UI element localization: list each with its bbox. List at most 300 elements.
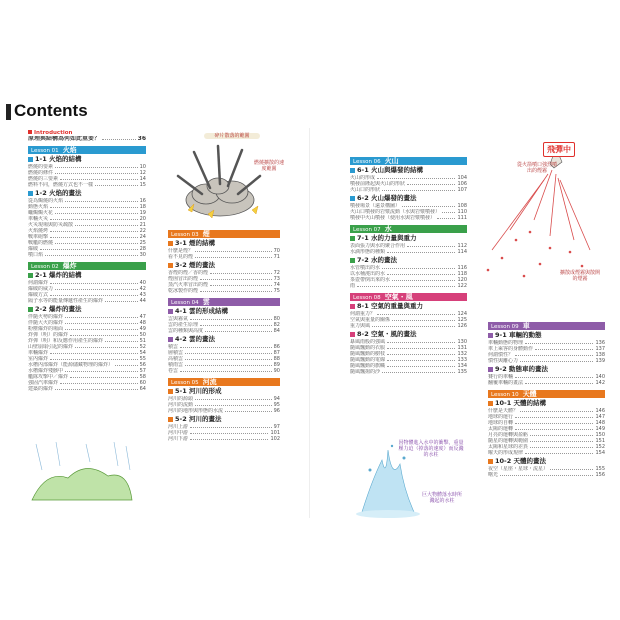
section-marker [350,258,355,263]
leader-dots [515,414,593,418]
entry-page: 139 [595,358,605,364]
entry-page: 97 [273,424,280,430]
entry-page: 154 [595,450,605,456]
entry-title: 雨 [350,283,356,289]
entry-title: 車輛火災 [28,216,49,222]
splash-impact-callout: 因物體進入水中的衝擊，重量壓力迫（掉落的速度）而反濺的水柱 [398,440,464,458]
entry-page: 106 [457,181,467,187]
toc-entry[interactable] [168,368,280,374]
leader-dots [382,265,455,269]
leader-dots [65,326,138,330]
leader-dots [515,420,593,424]
entry-page: 96 [273,408,280,414]
leader-dots [392,317,455,321]
entry-page: 131 [457,345,467,351]
leader-dots [185,362,272,366]
entry-title: 河川的地形與形態的水流 [168,408,224,414]
entry-title: 噴發場景（遠景構圖） [350,203,401,209]
section-marker [488,401,493,406]
entry-title: 燃燒的三要素 [28,176,59,182]
leader-dots [437,215,455,219]
entry-page: 82 [273,322,280,328]
entry-page: 152 [595,444,605,450]
entry-title: 噴口焰 [28,252,44,258]
entry-page: 58 [139,374,146,380]
toc-entry[interactable] [168,254,280,260]
entry-page: 136 [595,340,605,346]
entry-title: 地球的自轉 [488,420,514,426]
entry-page: 108 [457,203,467,209]
entry-page: 20 [139,216,146,222]
section-heading [28,155,146,164]
leader-dots [372,323,455,327]
entry-title: 月亮的運轉與盈虧 [488,432,529,438]
section-heading [350,330,467,339]
launch-stamp: 飛彈中 [543,142,575,157]
lesson-number: Lesson 07 [353,227,381,233]
leader-dots [195,396,272,400]
section-heading [168,239,280,248]
section-marker [168,263,173,268]
entry-title: 空氣與重量的關係 [350,317,391,323]
lesson-number: Lesson 05 [171,380,199,386]
leader-dots [200,288,272,292]
toc-entry[interactable] [350,187,467,193]
leader-dots [530,432,593,436]
section-marker [350,168,355,173]
entry-page: 148 [595,420,605,426]
entry-title: 炸彈（明）和反應作用產生的爆炸 [28,338,104,344]
entry-title: 伴隨火勢的爆炸 [28,314,64,320]
entry-page: 146 [595,408,605,414]
leader-dots [190,424,272,428]
entry-page: 14 [139,176,146,182]
entry-page: 57 [139,368,146,374]
leader-dots [387,357,455,361]
entry-page: 15 [139,182,146,188]
section-heading [28,189,146,198]
leader-dots [105,298,138,302]
lesson-header [28,262,146,270]
entry-page: 114 [457,249,467,255]
entry-title: 噴發中火山噴發（使用水與岩漿噴發） [350,215,436,221]
entry-page: 73 [273,276,280,282]
entry-page: 86 [273,344,280,350]
section-title: 9-1 車輛的動態 [495,331,542,339]
entry-title: 從為燭燒的火焰 [28,198,64,204]
section-heading [488,457,605,466]
explosion-illustration [168,140,288,222]
lesson-name: 火焰 [62,146,77,154]
entry-page: 140 [595,374,605,380]
section-title: 6-2 火山爆發的畫法 [357,194,417,202]
entry-page: 116 [457,265,467,271]
section-title: 3-2 煙的畫法 [175,261,216,269]
river-illustration [26,440,136,510]
lesson-name: 火山 [384,157,399,165]
entry-title: 高積雲 [168,356,184,362]
section-marker [168,337,173,342]
entry-title: 地球的運行 [488,414,514,420]
entry-title: 室內爆炸 [28,356,49,362]
entry-title: 戰艦的燃燒 [28,240,54,246]
toc-entry[interactable] [168,408,280,414]
lesson-number: Lesson 09 [491,324,519,330]
entry-title: 燃燒的要素 [28,164,54,170]
section-heading [488,331,605,340]
entry-title: 雲的種類與高度 [168,328,204,334]
leader-dots [50,356,138,360]
leader-dots [442,209,455,213]
toc-column-4 [488,318,605,478]
leader-dots [50,280,138,284]
lesson-number: Lesson 06 [353,159,381,165]
section-heading [488,399,605,408]
entry-page: 155 [595,466,605,472]
entry-title: 茶壺帶倒出來的水 [350,277,391,283]
entry-page: 124 [457,311,467,317]
explosion-debris-callout: 碎片散落的範圍 [204,133,260,139]
toc-entry[interactable] [168,328,280,334]
entry-page: 130 [457,339,467,345]
section-title: 1-2 火焰的畫法 [35,189,82,197]
entry-page: 22 [139,228,146,234]
toc-entry[interactable] [168,436,280,442]
leader-dots [45,252,138,256]
entry-page: 70 [273,248,280,254]
entry-title: 河川的流動 [168,402,194,408]
toc-entry[interactable] [350,283,467,289]
leader-dots [500,472,593,476]
leader-dots [377,175,455,179]
entry-title: 香煙的煙／香的煙 [168,270,209,276]
entry-page: 52 [139,344,146,350]
leader-dots [210,282,272,286]
entry-page: 40 [139,280,146,286]
section-marker [350,236,355,241]
section-marker [168,417,173,422]
leader-dots [50,204,138,208]
leader-dots [55,170,138,174]
leader-dots [75,344,138,348]
entry-title: 強固汽車爆炸 [28,380,59,386]
leader-dots [70,374,138,378]
toc-entry[interactable] [350,369,467,375]
entry-page: 72 [273,270,280,276]
toc-entry[interactable] [28,386,146,392]
launch-smoke-callout: 擴散成煙霧與散開的煙霧 [560,270,601,282]
leader-dots [180,344,272,348]
entry-title: 太陽的運轉 [488,426,514,432]
entry-title: 賽行的車輛 [488,374,514,380]
leader-dots [382,187,455,191]
entry-page: 16 [139,198,146,204]
leader-dots [357,283,455,287]
entry-page: 149 [595,426,605,432]
leader-dots [190,430,268,434]
entry-title: 積雲 [168,344,179,350]
leader-dots [115,362,138,366]
entry-title: 火災現場與防災疏散 [28,222,74,228]
section-heading [350,166,467,175]
toc-entry[interactable] [28,298,146,304]
entry-title: 隨風飄動的電線 [350,357,386,363]
entry-page: 90 [273,368,280,374]
lesson-name: 空氣・風 [384,293,413,301]
leader-dots [225,408,272,412]
leader-dots [50,234,138,238]
introduction-label: Introduction [28,130,146,136]
entry-page: 64 [139,386,146,392]
entry-page: 49 [139,326,146,332]
entry-title: 火山的形成 [350,175,376,181]
entry-page: 74 [273,282,280,288]
entry-page: 112 [457,243,467,249]
section-heading [28,271,146,280]
section-heading [350,302,467,311]
toc-entry[interactable] [168,288,280,294]
lesson-header [168,230,280,238]
leader-dots [205,328,272,332]
entry-page: 135 [457,369,467,375]
lesson-name: 爆炸 [62,262,77,270]
leader-dots [387,345,455,349]
leader-dots [185,350,272,354]
entry-title: 河川上游 [168,424,189,430]
leader-dots [407,243,455,247]
leader-dots [60,176,138,180]
entry-title: 車上乘客的身體動作 [488,346,534,352]
entry-title: 看不見的煙 [168,254,194,260]
leader-dots [95,182,138,186]
entry-title: 層積雲 [168,350,184,356]
lesson-number: Lesson 03 [171,232,199,238]
section-marker [488,333,493,338]
section-title: 9-2 動態車的畫法 [495,365,549,373]
leader-dots [550,466,593,470]
entry-page: 50 [139,332,146,338]
entry-page: 156 [595,472,605,478]
lesson-header [488,322,605,330]
entry-title: 戰車砲擊 [28,234,49,240]
entry-title: 雲的產生原理 [168,322,199,328]
entry-title: 隨風飄動的衣服 [350,345,386,351]
leader-dots [50,292,138,296]
leader-dots [195,402,272,406]
toc-entry[interactable] [488,380,605,386]
toc-entry[interactable] [488,358,605,364]
entry-title: 火山口噴發的岩漿流動（水與岩漿噴發） [350,209,441,215]
section-heading [28,305,146,314]
leader-dots [60,380,138,384]
lesson-header [350,293,467,301]
section-title: 8-1 空氣的重量與重力 [357,302,424,310]
entry-page: 142 [595,380,605,386]
lesson-header [168,378,280,386]
entry-page: 138 [595,352,605,358]
section-title: 10-1 天體的結構 [495,399,547,407]
lesson-header [488,390,605,398]
section-heading [168,307,280,316]
entry-page: 71 [273,254,280,260]
section-title: 3-1 煙的結構 [175,239,216,247]
entry-page: 122 [457,283,467,289]
entry-title: 積雨雲 [168,362,184,368]
leader-dots [515,426,593,430]
entry-title: 隨風飄揚的沙 [350,369,381,375]
section-marker [168,241,173,246]
entry-page: 75 [273,288,280,294]
toc-entry[interactable] [28,252,146,258]
entry-title: 河川下游 [168,436,189,442]
entry-page: 24 [139,234,146,240]
entry-title: 動態火焰 [28,204,49,210]
leader-dots [195,248,272,252]
leader-dots [530,444,593,448]
entry-page: 126 [457,323,467,329]
leader-dots [387,363,455,367]
launch-exhaust-callout: 從火箭噴口強烈噴出的煙霧 [516,162,557,174]
entry-page: 137 [595,346,605,352]
toc-entry[interactable] [350,215,467,221]
section-marker [168,309,173,314]
toc-entry[interactable] [28,182,146,188]
leader-dots [40,246,138,250]
entry-page: 88 [273,356,280,362]
entry-title: 車輛爆炸 [28,350,49,356]
entry-page: 95 [273,402,280,408]
section-heading [168,261,280,270]
lesson-header [168,298,280,306]
entry-title: 雲與霧氣 [168,316,189,322]
leader-dots [210,270,272,274]
lesson-number: Lesson 04 [171,300,199,306]
entry-title: 河川的源頭 [168,396,194,402]
entry-page: 133 [457,357,467,363]
entry-title: 卷雲 [168,368,179,374]
entry-title: 蠟燭燭火花 [28,210,54,216]
entry-page: 47 [139,314,146,320]
section-title: 8-2 空氣・風的畫法 [357,330,417,338]
leader-dots [387,271,455,275]
section-marker [488,367,493,372]
lesson-header [350,157,467,165]
entry-title: 太陽和星球的差異 [488,444,529,450]
lesson-name: 河流 [202,378,217,386]
splash-column-callout: 巨大物體落水時所濺起的水柱 [421,492,462,504]
leader-dots [525,380,593,384]
entry-page: 134 [457,363,467,369]
section-marker [350,304,355,309]
explosion-spread-callout: 燃燒擴散的速度範圍 [253,160,284,172]
entry-title: 煙囪冒出的煙 [168,276,199,282]
entry-page: 44 [139,298,146,304]
leader-dots [535,346,593,350]
leader-dots [75,222,138,226]
entry-title: 重力與風 [350,323,371,329]
leader-dots [65,368,138,372]
entry-page: 104 [457,175,467,181]
entry-title: 爆破的威力 [28,286,54,292]
entry-page: 151 [595,438,605,444]
lesson-header [350,225,467,233]
section-heading [350,256,467,265]
toc-entry[interactable] [488,450,605,456]
entry-page: 150 [595,432,605,438]
leader-dots [520,408,593,412]
entry-page: 111 [457,215,467,221]
section-marker [28,307,33,312]
lesson-name: 水 [384,225,392,233]
toc-column-1 [28,130,146,392]
section-heading [168,387,280,396]
section-title: 4-1 雲的形成結構 [175,307,229,315]
entry-page: 43 [139,292,146,298]
leader-dots [515,374,593,378]
leader-dots [190,316,272,320]
leader-dots [55,210,138,214]
entry-title: 水槽內部爆炸（能源儲藏物理的爆炸） [28,362,114,368]
leader-dots [50,216,138,220]
section-title: 2-2 爆炸的畫法 [35,305,82,313]
entry-title: 車輛動態的物理 [488,340,524,346]
leader-dots [65,314,138,318]
leader-dots [55,286,138,290]
entry-title: 隨風飄動的樹枝 [350,351,386,357]
leader-dots [392,277,455,281]
entry-page: 118 [457,271,467,277]
entry-title: 山壁崩塌引起的爆炸 [28,344,74,350]
entry-page: 12 [139,170,146,176]
entry-page: 48 [139,320,146,326]
section-title: 2-1 爆炸的結構 [35,271,82,279]
section-heading [488,365,605,374]
entry-title: 爆破 [28,246,39,252]
entry-page: 132 [457,351,467,357]
leader-dots [407,181,455,185]
entry-title: 翻覆車輛的畫法 [488,380,524,386]
entry-page: 51 [139,338,146,344]
introduction-entry[interactable]: 原理與結構為何如此重要？ 36 [28,136,146,142]
toc-entry[interactable] [350,323,467,329]
section-title: 10-2 天體的畫法 [495,457,547,465]
entry-page: 56 [139,362,146,368]
title-marker [6,104,11,120]
entry-title: 水滴形態的種類 [350,249,386,255]
section-marker [350,196,355,201]
entry-page: 101 [270,430,280,436]
leader-dots [525,340,593,344]
entry-page: 125 [457,317,467,323]
entry-title: 水管噴出的水 [350,265,381,271]
entry-title: 隨星的運轉與範圍 [488,438,529,444]
entry-page: 25 [139,240,146,246]
entry-page: 147 [595,414,605,420]
toc-entry[interactable] [350,249,467,255]
entry-page: 42 [139,286,146,292]
toc-entry[interactable] [488,472,605,478]
lesson-number: Lesson 10 [491,392,519,398]
entry-title: 何謂重力？ [350,311,376,317]
entry-title: 燃燒的條件 [28,170,54,176]
section-marker [350,332,355,337]
entry-page: 28 [139,246,146,252]
lesson-number: Lesson 01 [31,148,59,154]
entry-title: 隨風飄動的旗幟 [350,363,386,369]
entry-page: 55 [139,356,146,362]
leader-dots [387,339,455,343]
entry-title: 何謂慣性？ [488,352,514,358]
